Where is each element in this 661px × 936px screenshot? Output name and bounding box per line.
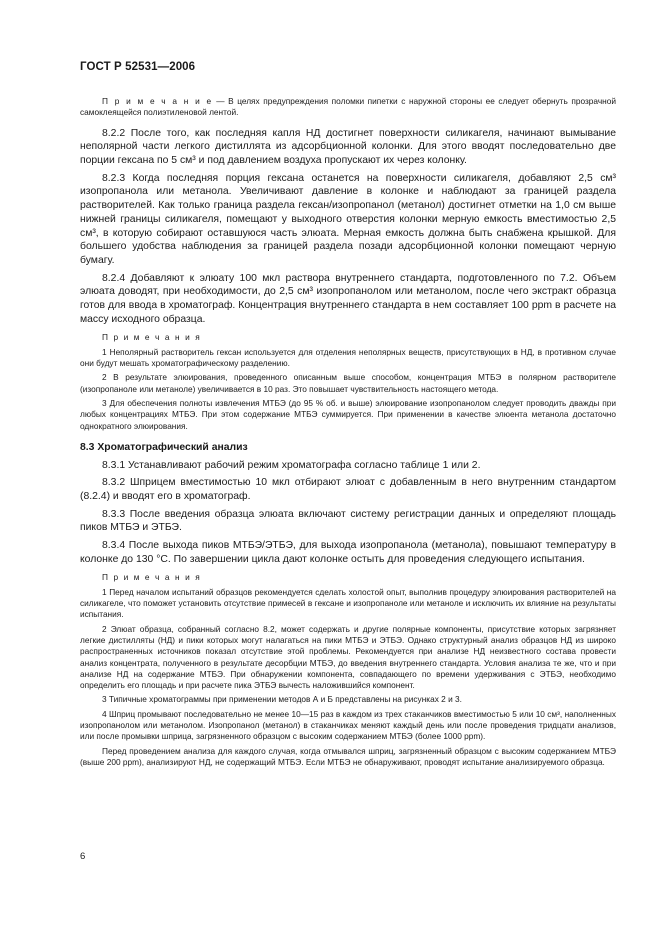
standard-header: ГОСТ Р 52531—2006 xyxy=(80,61,196,73)
paragraph-8-2-2: 8.2.2 После того, как последняя капля НД достигнет поверхности силикагеля, начинают вымывание неполярной части легкого дистиллята из адсорбционной колонки. Для этого вводят последовательно две порции гексана по 5 см³ и под давлением воздуха пропускают их через колонку. xyxy=(80,127,616,166)
notes-2-item: 4 Шприц промывают последовательно не менее 10—15 раз в каждом из трех стаканчиков вместимостью 5 или 10 см³, наполненных изопропанолом или метанолом. Изопропанол (метанол) в стаканчиках меняют каждый день или после проведения тридцати анализов, или после промывки шприца, загрязненного образцом с высоким содержанием МТБЭ (более 1000 ppm). xyxy=(80,708,616,742)
note-top-text: — В целях предупреждения поломки пипетки с наружной стороны ее следует обернуть прозрачной самоклеящейся полиэтиленовой лентой. xyxy=(80,96,616,118)
notes-1-item: 1 Неполярный растворитель гексан используется для отделения неполярных веществ, присутствующих в НД, в противном случае они будут мешать хроматографическому разделению. xyxy=(80,346,616,369)
paragraph-8-3-4: 8.3.4 После выхода пиков МТБЭ/ЭТБЭ, для выхода изопропанола (метанола), повышают температуру в колонке до 130 °С. По завершении цикла дают колонке остыть для проведения следующего испытания. xyxy=(80,540,616,565)
section-heading-8-3: 8.3 Хроматографический анализ xyxy=(80,441,248,453)
note-top xyxy=(80,96,616,119)
notes-1-item: 2 В результате элюирования, проведенного описанным выше способом, концентрация МТБЭ в полярном растворителе (изопропаноле или метаноле) увеличивается в 10 раз. Это повышает чувствительность настоящего метода. xyxy=(80,372,616,394)
notes-1-item: 3 Для обеспечения полноты извлечения МТБЭ (до 95 % об. и выше) элюирование изопропанолом следует проводить дважды при любых концентрациях МТБЭ. При этом содержание МТБЭ суммируется. При применении в качестве элюента метанола достаточно однократного элюирования. xyxy=(80,397,616,431)
paragraph-8-3-3: 8.3.3 После введения образца элюата включают систему регистрации данных и определяют площадь пиков МТБЭ и ЭТБЭ. xyxy=(80,508,616,534)
paragraph-8-2-3: 8.2.3 Когда последняя порция гексана останется на поверхности силикагеля, добавляют 2,5 см³ изопропанола или метанола. Увеличивают давление в колонке и наблюдают за границей раздела растворителей. Как только граница раздела гексан/изопропанол (метанол) достигнет отметки на 1,0 см выше нижней границы силикагеля, помещают у выходного отверстия колонки мерную емкость вместимостью 2,5 см³, в которую собирают оставшуюся часть элюата. Мерная емкость должна быть снабжена крышкой. Для большего удобства наблюдения за границей раздела позади адсорбционной колонки помещают черную бумагу. xyxy=(80,172,616,266)
page-number: 6 xyxy=(80,851,86,862)
paragraph-8-3-2: 8.3.2 Шприцем вместимостью 10 мкл отбирают элюат с добавленным в него внутренним стандартом (8.2.4) и вводят его в хроматограф. xyxy=(80,477,616,502)
notes-1-heading: П р и м е ч а н и я xyxy=(102,332,202,343)
page-content xyxy=(80,96,616,771)
notes-2-item: 3 Типичные хроматограммы при применении методов А и Б представлены на рисунках 2 и 3. xyxy=(102,694,462,705)
notes-2-item: 2 Элюат образца, собранный согласно 8.2, может содержать и другие полярные компоненты, присутствие которых загрязняет легкие дистилляты (НД) и пики которых могут налагаться на пики МТБЭ и ЭТБЭ. Однако структурный анализ образцов НД из широко распространенных источников показал отсутствие этой проблемы. Рекомендуется при анализе НД неизвестного состава провести анализ концентрата, полученного в результате десорбции МТБЭ, до введения внутреннего стандарта. Условия анализа те же, что и при анализе НД на содержание МТБЭ. При обнаружении компонента, совпадающего по времени удерживания с ЭТБЭ, необходимо определить его площадь и при расчете пика ЭТБЭ вычесть наложившийся компонент. xyxy=(80,623,616,691)
note-top-label: П р и м е ч а н и е xyxy=(102,96,213,106)
notes-2-heading: П р и м е ч а н и я xyxy=(102,572,202,583)
notes-2-item: 1 Перед началом испытаний образцов рекомендуется сделать холостой опыт, выполнив процедуру элюирования растворителей на силикагеле, что поможет установить отсутствие примесей в гексане и изопропаноле или метаноле и исключить их влияние на результаты испытания. xyxy=(80,586,616,620)
paragraph-8-2-4: 8.2.4 Добавляют к элюату 100 мкл раствора внутреннего стандарта, подготовленного по 7.2. Объем элюата доводят, при необходимости, до 2,5 см³ изопропанолом или метанолом, после чего экстракт образца готов для ввода в хроматограф. Концентрация внутреннего стандарта в нем составляет 100 ppm в расчете на массу исходного образца. xyxy=(80,272,616,325)
paragraph-8-3-1: 8.3.1 Устанавливают рабочий режим хроматографа согласно таблице 1 или 2. xyxy=(102,459,481,471)
notes-2-item: Перед проведением анализа для каждого случая, когда отмывался шприц, загрязненный образцом с высоким содержанием МТБЭ (выше 200 ppm), анализируют НД, не содержащий МТБЭ. Если МТБЭ не обнаруживают, проводят испытание анализируемого образца. xyxy=(80,745,616,767)
